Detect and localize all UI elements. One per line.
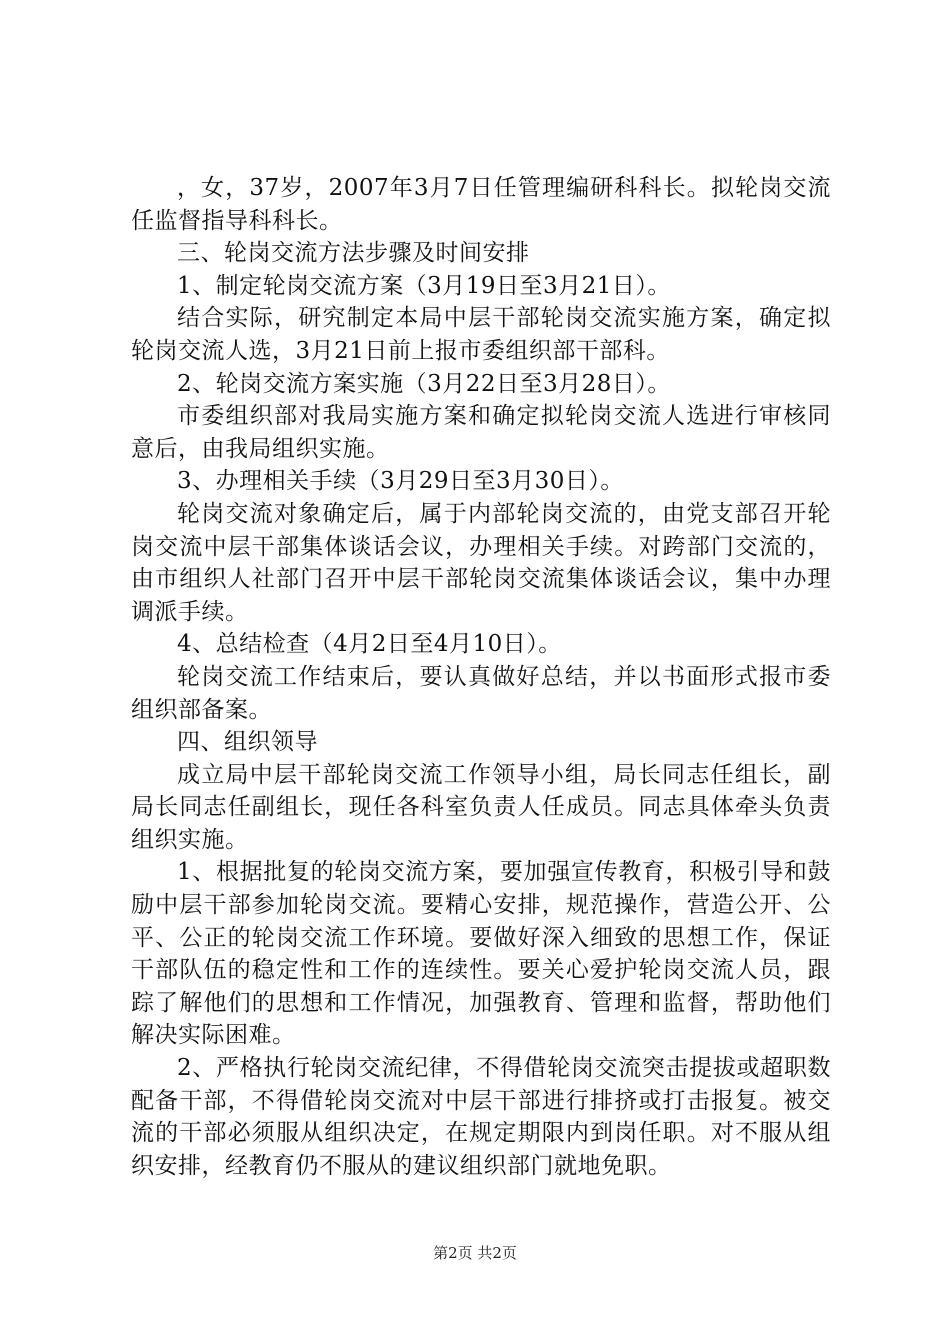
document-body [131,172,831,1182]
step-heading-4: 4、总结检查（4月2日至4月10日）。 [177,631,562,658]
section-heading-leadership: 四、组织领导 [177,729,318,756]
paragraph-step-4: 轮岗交流工作结束后，要认真做好总结，并以书面形式报市委组织部备案。 [131,663,831,723]
paragraph-leadership-item-1: 1、根据批复的轮岗交流方案，要加强宣传教育，积极引导和鼓励中层干部参加轮岗交流。要精心安排，规范操作，营造公开、公平、公正的轮岗交流工作环境。要做好深入细致的思想工作，保证干部队伍的稳定性和工作的连续性。要关心爱护轮岗交流人员，跟踪了解他们的思想和工作情况，加强教育、管理和监督，帮助他们解决实际困难。 [131,859,831,1049]
step-heading-3: 3、办理相关手续（3月29日至3月30日）。 [177,468,624,495]
paragraph-step-3: 轮岗交流对象确定后，属于内部轮岗交流的，由党支部召开轮岗交流中层干部集体谈话会议，办理相关手续。对跨部门交流的，由市组织人社部门召开中层干部轮岗交流集体谈话会议，集中办理调派手续。 [131,500,831,625]
paragraph-step-2: 市委组织部对我局实施方案和确定拟轮岗交流人选进行审核同意后，由我局组织实施。 [131,403,831,462]
paragraph-leadership-item-2: 2、严格执行轮岗交流纪律，不得借轮岗交流突击提拔或超职数配备干部，不得借轮岗交流对中层干部进行排挤或打击报复。被交流的干部必须服从组织决定，在规定期限内到岗任职。对不服从组织安排，经教育仍不服从的建议组织部门就地免职。 [131,1055,831,1179]
step-heading-1: 1、制定轮岗交流方案（3月19日至3月21日）。 [177,272,671,299]
paragraph-step-1: 结合实际，研究制定本局中层干部轮岗交流实施方案，确定拟轮岗交流人选，3月21日前上报市委组织部干部科。 [131,305,831,364]
paragraph-leadership-group: 成立局中层干部轮岗交流工作领导小组，局长同志任组长，副局长同志任副组长，现任各科室负责人任成员。同志具体牵头负责组织实施。 [131,761,831,853]
step-heading-2: 2、轮岗交流方案实施（3月22日至3月28日）。 [177,370,671,397]
page-footer: 第2页 共2页 [433,1244,517,1262]
section-heading-steps: 三、轮岗交流方法步骤及时间安排 [177,240,530,267]
paragraph-appointment: ，女，37岁，2007年3月7日任管理编研科科长。拟轮岗交流任监督指导科科长。 [131,175,831,234]
